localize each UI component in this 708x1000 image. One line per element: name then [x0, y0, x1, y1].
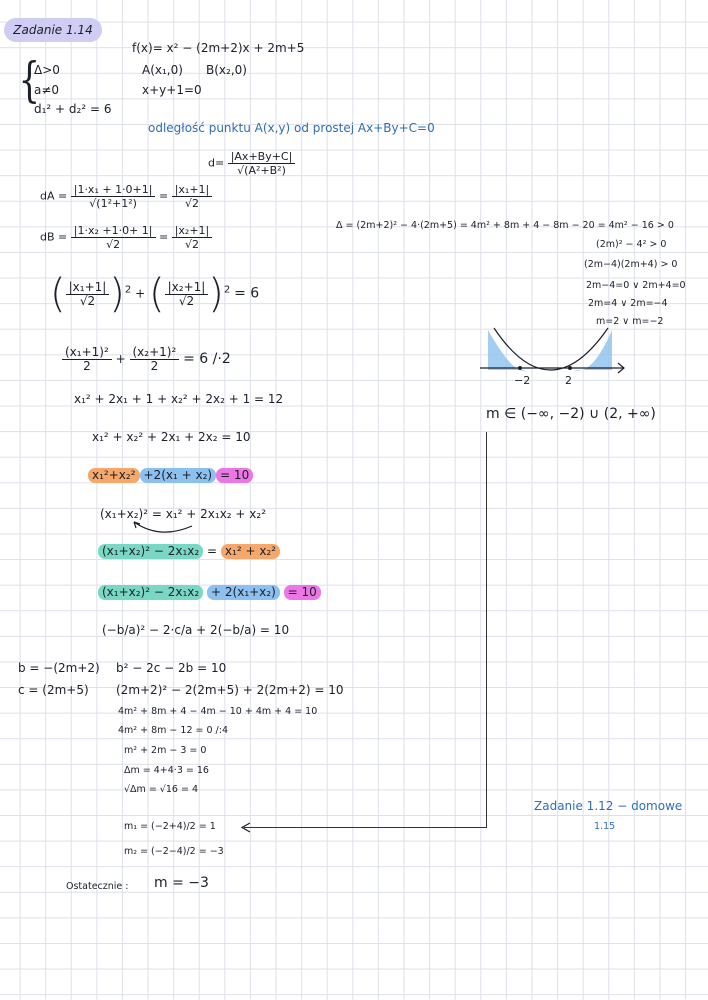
delta-step-3: 2m−4=0 ∨ 2m+4=0: [586, 280, 686, 291]
step-b5: m² + 2m − 3 = 0: [124, 745, 207, 756]
distance-label: d=: [208, 156, 225, 170]
delta-step-1: (2m)² − 4² > 0: [596, 239, 667, 250]
final-label: Ostatecznie :: [66, 881, 129, 892]
distance-formula: [208, 150, 295, 177]
homework-number: 1.15: [594, 821, 616, 832]
hl2-eq: =: [207, 544, 218, 558]
hl1-rhs: = 10: [216, 468, 253, 483]
parabola-sketch-icon: [474, 322, 630, 394]
hl2-square-sum: (x₁+x₂)² − 2x₁x₂: [98, 544, 203, 559]
step-b4: 4m² + 8m − 12 = 0 /:4: [118, 725, 229, 736]
half-num2: (x₂+1)²: [130, 346, 180, 360]
step-b1: b² − 2c − 2b = 10: [116, 661, 227, 675]
hl3-rhs: = 10: [284, 585, 321, 600]
coefficient-c: c = (2m+5): [18, 683, 89, 697]
dB-formula: [40, 224, 212, 251]
step-b3: 4m² + 8m + 4 − 4m − 10 + 4m + 4 = 10: [118, 706, 318, 717]
hl1-sum-squares: x₁²+x₂²: [88, 468, 140, 483]
final-answer: m = −3: [154, 875, 209, 891]
condition-delta: Δ>0: [34, 63, 60, 77]
delta-step-2: (2m−4)(2m+4) > 0: [584, 259, 678, 270]
root-label-neg2: −2: [514, 374, 531, 387]
delta-step-5: m=2 ∨ m=−2: [596, 316, 664, 327]
distance-num: |Ax+By+C|: [228, 150, 296, 164]
condition-distance: d₁² + d₂² = 6: [34, 102, 112, 116]
coefficient-b: b = −(2m+2): [18, 661, 100, 675]
half-num1: (x₁+1)²: [62, 346, 112, 360]
connector-vertical: [486, 432, 487, 828]
sq-num1: |x₁+1|: [66, 281, 110, 295]
sq-plus: +: [135, 286, 146, 301]
delta-calculation: Δ = (2m+2)² − 4·(2m+5) = 4m² + 8m + 4 − 8m − 20 = 4m² − 16 > 0: [336, 220, 674, 231]
sq-num2: |x₂+1|: [165, 281, 209, 295]
highlight-line-1: [88, 468, 253, 483]
step-expand: x₁² + 2x₁ + 1 + x₂² + 2x₂ + 1 = 12: [74, 392, 284, 406]
identity-arrow-icon: [130, 518, 200, 540]
vieta-equation: (−b/a)² − 2·c/a + 2(−b/a) = 10: [102, 623, 290, 637]
dA-eq: =: [158, 189, 169, 203]
dA-formula: [40, 183, 212, 210]
condition-a: a≠0: [34, 83, 60, 97]
sq-den2: √2: [178, 293, 195, 308]
sq-rhs: = 6: [234, 285, 260, 302]
root-m1: m₁ = (−2+4)/2 = 1: [124, 821, 216, 832]
half-den2: 2: [150, 359, 159, 373]
highlight-line-2: [98, 544, 280, 559]
square-identity: (x₁+x₂)² = x₁² + 2x₁x₂ + x₂²: [100, 507, 267, 521]
task-title: Zadanie 1.14: [4, 18, 102, 42]
dA-den1: √(1²+1²): [89, 197, 137, 210]
half-den1: 2: [83, 359, 91, 373]
function-definition: f(x)= x² − (2m+2)x + 2m+5: [132, 41, 305, 55]
homework-note: Zadanie 1.12 − domowe: [534, 799, 683, 813]
distance-den: √(A²+B²): [237, 164, 286, 177]
root-m2: m₂ = (−2−4)/2 = −3: [124, 846, 224, 857]
hl1-twice-sum: +2(x₁ + x₂): [140, 468, 217, 483]
dB-num1: |1·x₂ +1·0+ 1|: [71, 224, 156, 238]
dA-num1: |1·x₁ + 1·0+1|: [71, 183, 156, 197]
step-b2: (2m+2)² − 2(2m+5) + 2(2m+2) = 10: [116, 683, 344, 697]
step-b6: Δm = 4+4·3 = 16: [124, 765, 209, 776]
half-rhs: = 6 /·2: [183, 351, 231, 367]
solution-interval: m ∈ (−∞, −2) ∪ (2, +∞): [486, 406, 656, 422]
distance-caption: odległość punktu A(x,y) od prostej Ax+By+C=0: [148, 121, 435, 135]
dB-num2: |x₂+1|: [172, 224, 213, 238]
dB-eq: =: [159, 230, 169, 244]
delta-step-4: 2m=4 ∨ 2m=−4: [588, 298, 668, 309]
connector-arrow-icon: [238, 821, 252, 835]
highlight-line-3: [98, 585, 321, 600]
connector-horizontal: [244, 827, 487, 828]
dB-label: dB =: [40, 230, 68, 244]
dA-label: dA =: [40, 189, 68, 203]
squared-equation: ( $\frac{\text{|x₁+1|}}{√2}$ )$^2$ + ( $\frac{\text{|x₂+1|}}{√2}$ )$^2$ = 6: [50, 271, 260, 317]
step-b7: √Δm = √16 = 4: [124, 784, 198, 795]
dA-num2: |x₁+1|: [172, 183, 213, 197]
dA-den2: √2: [184, 197, 199, 210]
point-b: B(x₂,0): [206, 63, 247, 77]
hl3-square-sum: (x₁+x₂)² − 2x₁x₂: [98, 585, 203, 600]
sq-den1: √2: [79, 293, 96, 308]
step-collect: x₁² + x₂² + 2x₁ + 2x₂ = 10: [92, 430, 251, 444]
half-plus: +: [115, 352, 126, 366]
halved-equation: [62, 346, 231, 373]
hl2-sum-squares: x₁² + x₂²: [221, 544, 280, 559]
hl3-twice-sum: + 2(x₁+x₂): [207, 585, 280, 600]
sq-exp2: 2: [223, 284, 231, 296]
line-equation: x+y+1=0: [142, 83, 202, 97]
dB-den2: √2: [184, 238, 199, 251]
system-brace: {: [18, 52, 40, 108]
point-a: A(x₁,0): [142, 63, 183, 77]
sq-exp1: 2: [124, 284, 132, 296]
dB-den1: √2: [106, 238, 121, 251]
root-label-2: 2: [565, 374, 572, 387]
